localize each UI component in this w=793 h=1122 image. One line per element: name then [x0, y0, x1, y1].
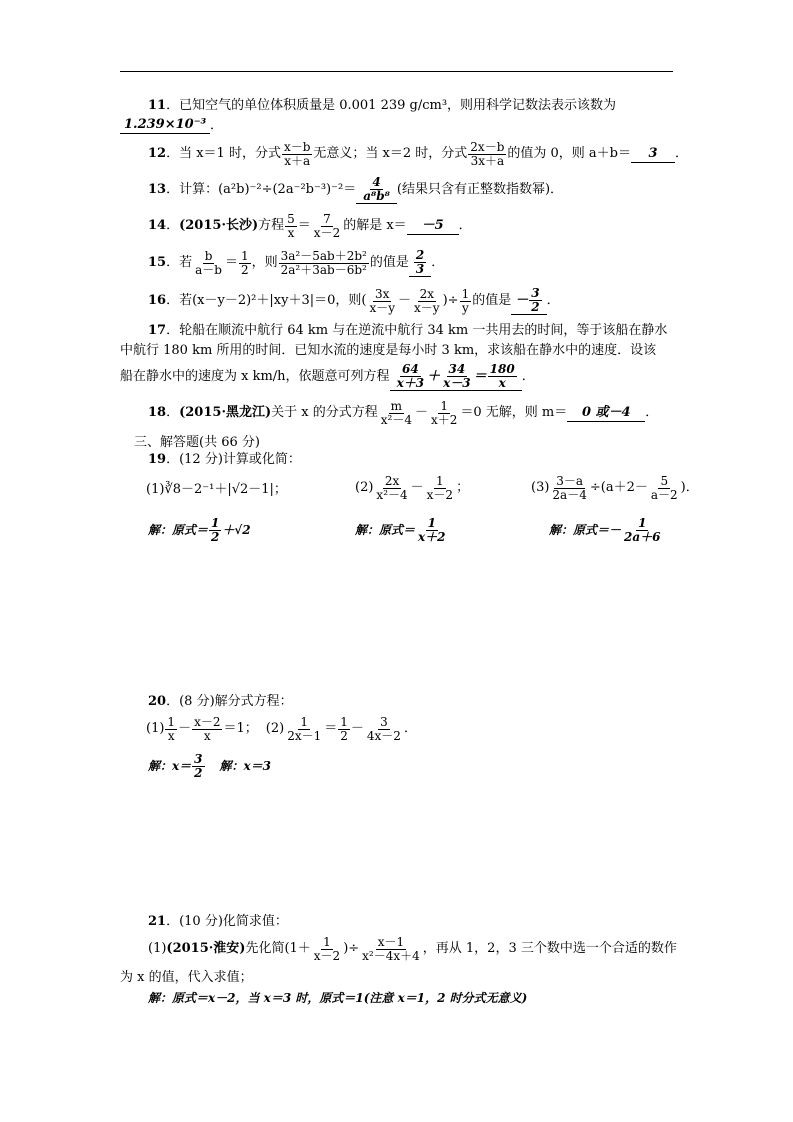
solution-21-1: 解：原式＝x－2，当 x＝3 时，原式＝1(注意 x＝1，2 时分式无意义)	[148, 991, 528, 1005]
question-number: 20	[148, 694, 167, 709]
question-number: 13	[148, 182, 167, 197]
question-21: 21 ．(10 分)化简求值：	[148, 914, 288, 929]
solution-19-1: 解：原式＝ $\frac{1}{2}$ ＋√2	[148, 515, 251, 544]
question-19-part-3: (3) $\frac{3-a}{2a-4}$ ÷(a＋2－ $\frac{5}{a-2}$ )．	[531, 473, 699, 502]
question-21-part-1-line-2: 为 x 的值，代入求值；	[120, 970, 253, 985]
question-text: ．已知空气的单位体积质量是 0.001 239 g/cm³，则用科学记数法表示该数为	[166, 98, 617, 113]
question-12: 12 ．当 x＝1 时，分式 $\frac{x-b}{x+a}$ 无意义；当 x＝2 时，分式 $\frac{2x-b}{3x+a}$ 的值为 0，则 a＋b＝ 3 ．	[148, 139, 689, 168]
question-20-parts: (1) $\frac{1}{x}$ － $\frac{x-2}{x}$ ＝1； (2) $\frac{1}{2x-1}$ ＝ $\frac{1}{2}$ － $\frac{3}{4x-2}$ ．	[146, 714, 417, 743]
question-19-part-1: (1)∛8－2⁻¹＋|√2－1|；	[146, 482, 287, 497]
answer-blank: －5	[407, 218, 459, 235]
answer-blank	[356, 176, 397, 204]
answer-blank: 1.239×10⁻³	[120, 117, 210, 134]
question-17: 17 ．轮船在顺流中航行 64 km 与在逆流中航行 34 km 一共用去的时间，等于该船在静水	[148, 323, 668, 338]
question-text: 的值为 0，则 a＋b＝	[507, 146, 631, 161]
answer-blank: － $\frac{3}{2}$	[511, 287, 546, 315]
source-tag: (2015·长沙)	[179, 218, 259, 233]
question-number: 21	[148, 914, 167, 929]
question-20: 20 ．(8 分)解分式方程：	[148, 694, 293, 709]
question-number: 18	[148, 405, 167, 420]
question-number: 15	[148, 255, 167, 270]
answer-fraction: $\frac{4}{\text{a⁸b⁸}}$	[363, 175, 390, 203]
question-text: ．计算：(a²b)⁻²÷(2a⁻²b⁻³)⁻²＝	[166, 182, 357, 197]
question-text: 无意义；当 x＝2 时，分式	[313, 146, 468, 161]
answer-blank: 0 或－4	[567, 405, 645, 422]
question-number: 16	[148, 293, 167, 308]
answer-blank: $\frac{64}{x+3}$ ＋ $\frac{34}{x-3}$ ＝ $\frac{180}{x}$	[390, 363, 522, 391]
question-number: 17	[148, 323, 167, 338]
solution-19-2: 解：原式＝ $\frac{1}{x+2}$	[355, 515, 446, 544]
question-11-answer-line	[120, 117, 223, 134]
fraction: $\frac{x-b}{x+a}$	[283, 139, 311, 168]
answer-blank: $\frac{2}{3}$	[409, 249, 431, 277]
section-heading: 三、解答题(共 66 分)	[134, 435, 260, 450]
question-13	[148, 175, 563, 205]
source-tag: (2015·黑龙江)	[179, 405, 272, 420]
question-19-part-2: (2) $\frac{2x}{\text{x²－4}}$ － $\frac{1}{x-2}$ ；	[355, 473, 470, 502]
question-16: 16 ．若(x－y－2)²＋|xy＋3|＝0，则( $\frac{3x}{x-y}$ － $\frac{2x}{x-y}$ )÷ $\frac{1}{y}$ 的值是 － $\frac{3}{2}$ ．	[148, 286, 560, 315]
question-number: 12	[148, 146, 167, 161]
question-19: 19 ．(12 分)计算或化简：	[148, 452, 301, 467]
source-tag: (2015·淮安)	[166, 941, 246, 956]
question-number: 11	[148, 98, 167, 113]
question-text: ．当 x＝1 时，分式	[166, 146, 281, 161]
question-17-line-2: 中航行 180 km 所用的时间．已知水流的速度是每小时 3 km，求该船在静水中的速度．设该	[120, 343, 657, 358]
answer-blank: 3	[631, 146, 675, 163]
solution-19-3: 解：原式＝－ $\frac{1}{2a+6}$	[549, 515, 661, 544]
fraction: $\frac{2x-b}{3x+a}$	[470, 139, 505, 168]
solution-20: 解：x＝ $\frac{3}{2}$ 解：x＝3	[148, 751, 272, 780]
question-21-part-1: (1) (2015·淮安) 先化简(1＋ $\frac{1}{x-2}$ )÷ $\frac{x-1}{\text{x²－4x＋4}}$ ，再从 1，2，3 三个数中选一个合适的数作	[148, 934, 677, 963]
question-14: 14 ． (2015·长沙) 方程 $\frac{5}{x}$ ＝ $\frac{7}{x-2}$ 的解是 x＝ －5 ．	[148, 211, 472, 240]
question-11	[148, 98, 616, 114]
header-rule	[120, 71, 673, 72]
question-15: 15 ．若 $\frac{b}{a-b}$ ＝ $\frac{1}{2}$ ，则 $\frac{\text{3a²－5ab＋2b²}}{\text{2a²＋3ab－6b²}}$ 的值是 $\frac{2}{3}$ ．	[148, 248, 445, 277]
question-number: 14	[148, 218, 167, 233]
question-18: 18 ． (2015·黑龙江) 关于 x 的分式方程 $\frac{m}{\text{x²－4}}$ － $\frac{1}{x+2}$ ＝0 无解，则 m＝ 0 或－4 ．	[148, 398, 659, 427]
punctuation: ．	[210, 117, 224, 133]
question-text: (结果只含有正整数指数幂)．	[396, 182, 564, 197]
question-17-line-3: 船在静水中的速度为 x km/h，依题意可列方程 $\frac{64}{x+3}$ ＋ $\frac{34}{x-3}$ ＝ $\frac{180}{x}$ ．	[120, 362, 535, 390]
question-number: 19	[148, 452, 167, 467]
